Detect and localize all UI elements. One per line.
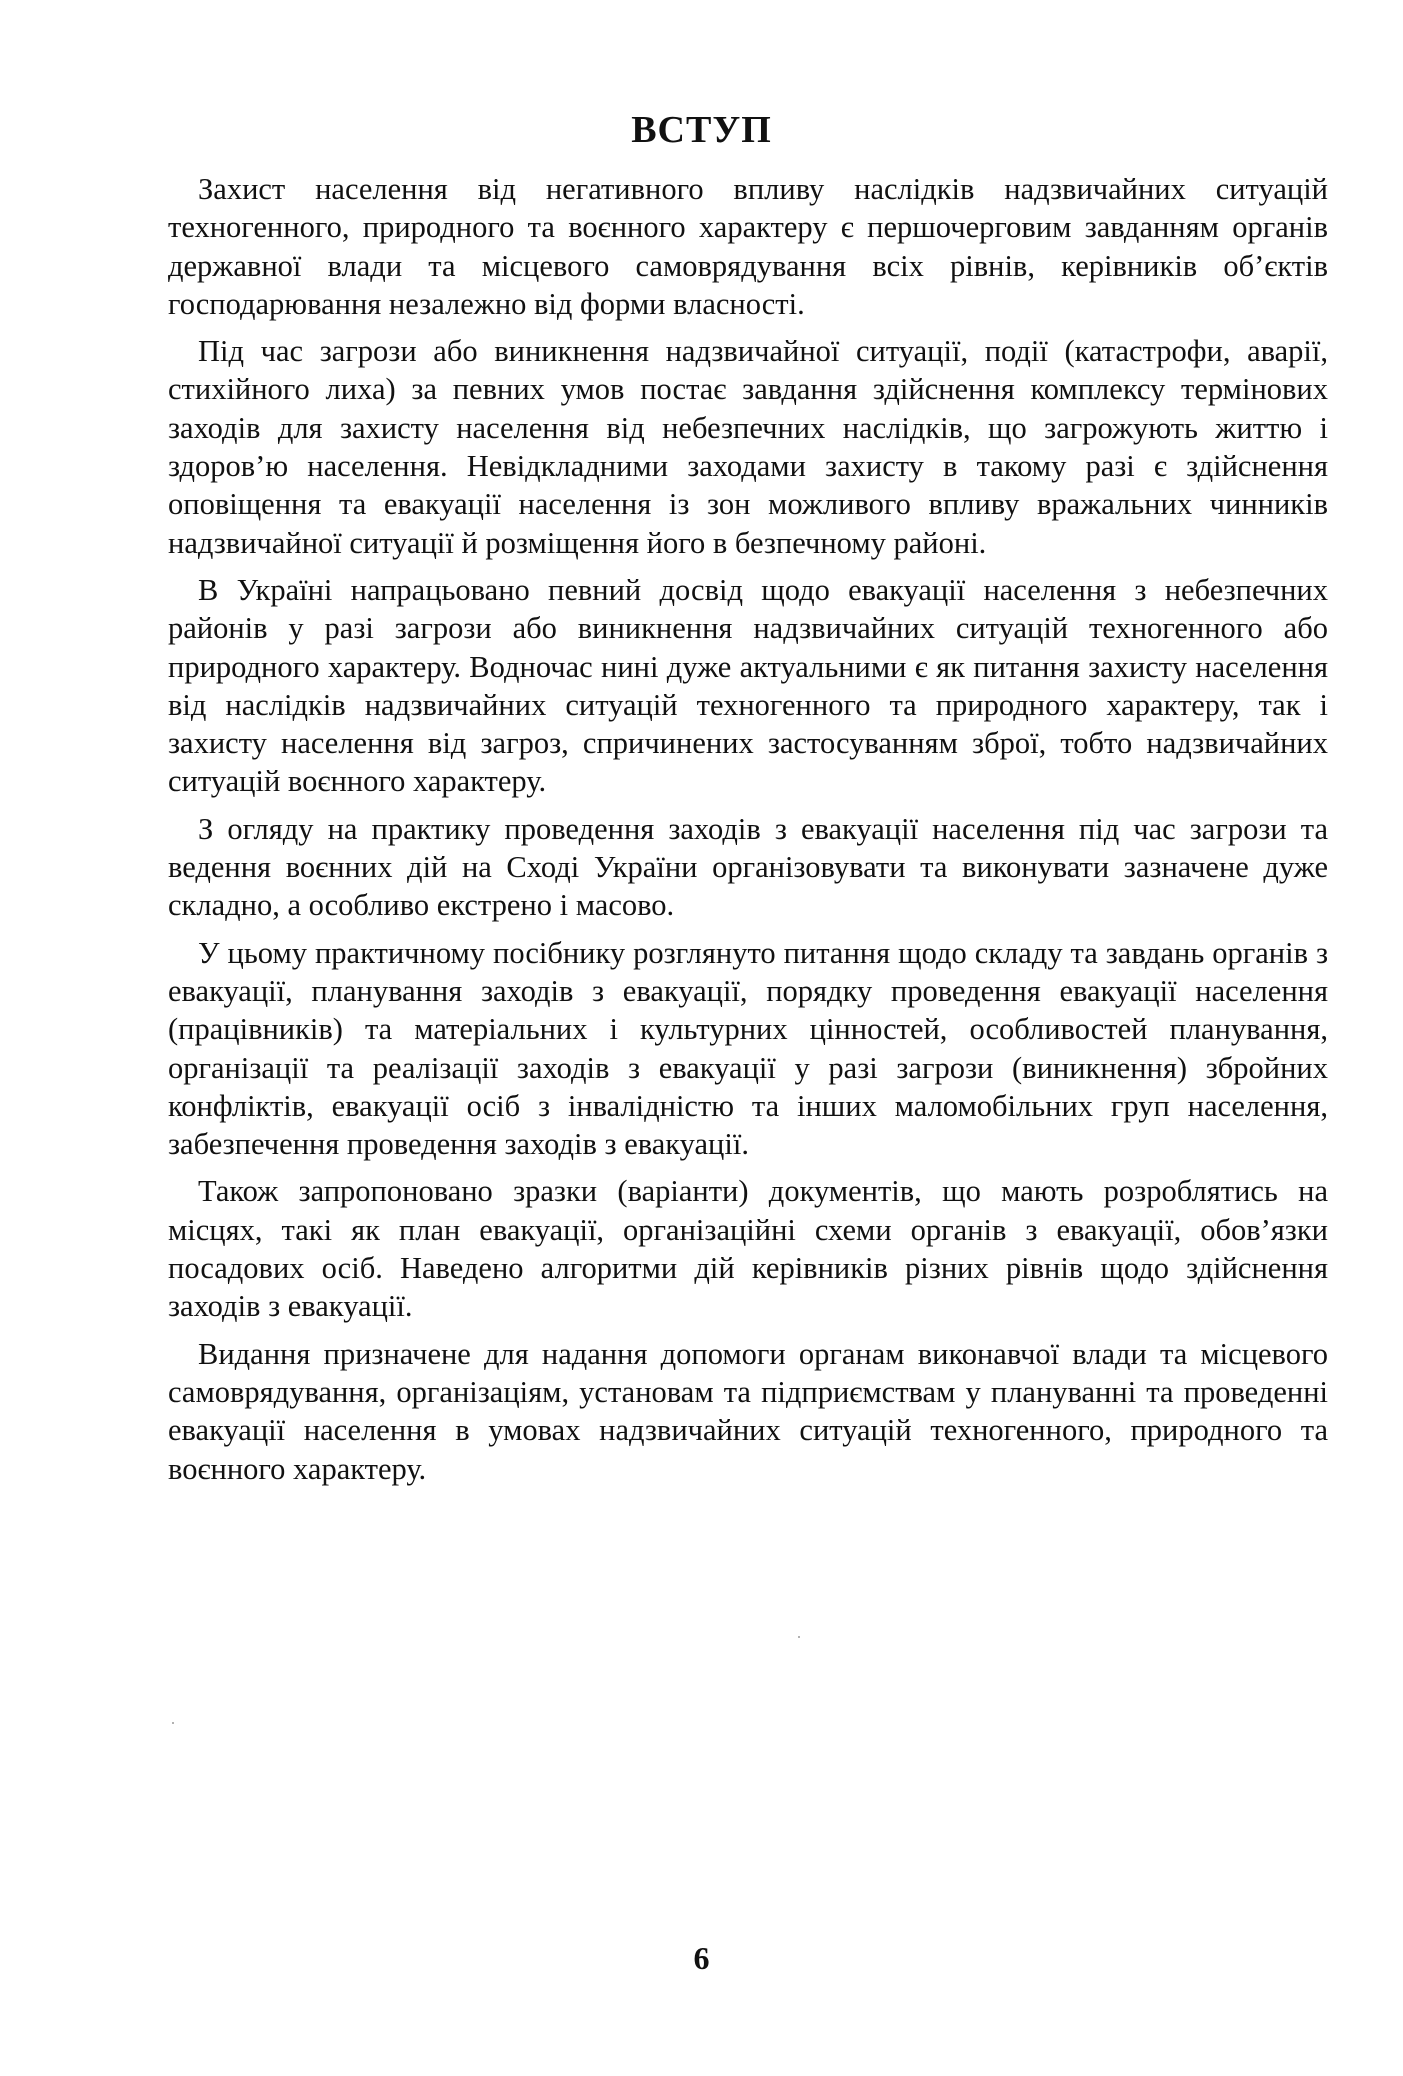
- paragraph: Захист населення від негативного впливу наслідків надзвичайних ситуацій техногенного, природного та воєнного характеру є першочерговим завданням органів державної влади та місцевого самоврядування всіх рівнів, керівників об’єктів господарювання незалежно від форми власності.: [168, 172, 1328, 321]
- page-title: ВСТУП: [631, 109, 772, 151]
- paragraph: Також запропоновано зразки (варіанти) документів, що мають розроблятись на місцях, такі як план евакуації, організаційні схеми органів з евакуації, обов’язки посадових осіб. Наведено алгоритми дій керівників різних рівнів щодо здійснення заходів з евакуації.: [168, 1174, 1328, 1324]
- scan-speck: [798, 1636, 800, 1638]
- paragraph: Видання призначене для надання допомоги органам виконавчої влади та місцевого самоврядування, організаціям, установам та підприємствам у плануванні та проведенні евакуації населення в умовах надзвичайних ситуацій техногенного, природного та воєнного характеру.: [168, 1336, 1328, 1486]
- paragraph: З огляду на практику проведення заходів з евакуації населення під час загрози та ведення воєнних дій на Сході України організовувати та виконувати зазначене дуже складно, а особливо екстрено і масово.: [168, 811, 1328, 923]
- paragraph: В Україні напрацьовано певний досвід щодо евакуації населення з небезпечних районів у разі загрози або виникнення надзвичайних ситуацій техногенного або природного характеру. Водночас нині дуже актуальними є як питання захисту населення від наслідків надзвичайних ситуацій техногенного та природного характеру, так і захисту населення від загроз, спричинених застосуванням зброї, тобто надзвичайних ситуацій воєнного характеру.: [168, 572, 1328, 799]
- paragraph: Під час загрози або виникнення надзвичайної ситуації, події (катастрофи, аварії, стихійного лиха) за певних умов постає завдання здійснення комплексу термінових заходів для захисту населення від небезпечних наслідків, що загрожують життю і здоров’ю населення. Невідкладними заходами захисту в такому разі є здійснення оповіщення та евакуації населення із зон можливого впливу вражальних чинників надзвичайної ситуації й розміщення його в безпечному районі.: [168, 334, 1328, 560]
- scan-speck: [172, 1722, 174, 1724]
- paragraph: У цьому практичному посібнику розглянуто питання щодо складу та завдань органів з евакуації, планування заходів з евакуації, порядку проведення евакуації населення (працівників) та матеріальних і культурних цінностей, особливостей планування, організації та реалізації заходів з евакуації у разі загрози (виникнення) збройних конфліктів, евакуації осіб з інвалідністю та інших маломобільних груп населення, забезпечення проведення заходів з евакуації.: [168, 935, 1328, 1162]
- page-number: 6: [693, 1940, 710, 1976]
- document-body: [168, 170, 1328, 1497]
